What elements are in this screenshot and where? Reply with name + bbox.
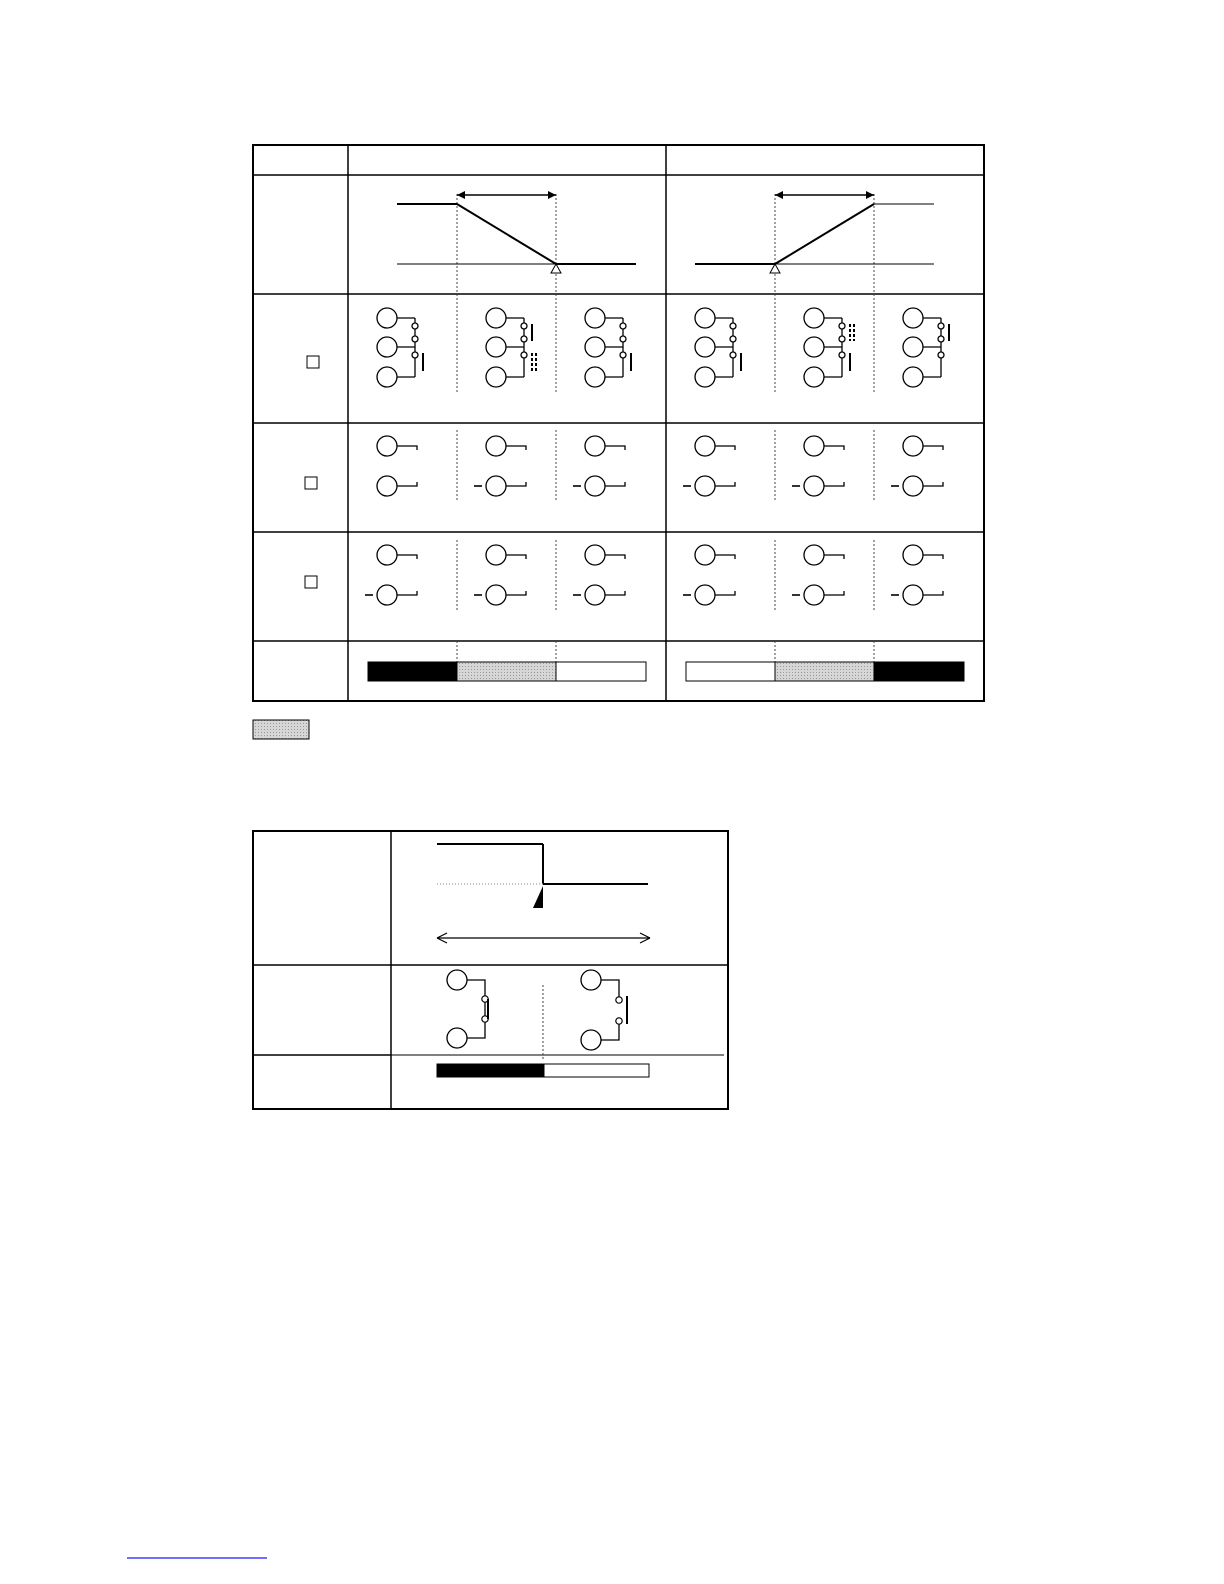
right-ramp-diagram xyxy=(695,191,934,273)
legend-swatch xyxy=(253,720,309,739)
three-terminal-switch-row xyxy=(377,308,949,387)
row-checkbox xyxy=(305,477,317,489)
terminal-pair xyxy=(792,436,844,496)
left-ramp-diagram xyxy=(397,191,636,273)
terminal-pair xyxy=(474,545,526,605)
terminal-pair xyxy=(573,545,625,605)
lower-table xyxy=(253,831,728,1109)
terminal-pair xyxy=(683,436,735,496)
terminal-pair xyxy=(474,436,526,496)
terminal-pair xyxy=(891,545,943,605)
two-terminal-row-a xyxy=(377,436,943,496)
switch-diagram xyxy=(377,308,423,387)
triangle-marker xyxy=(551,264,561,273)
switch-diagram xyxy=(903,308,949,387)
two-terminal-row-b xyxy=(365,545,943,605)
switch-diagram xyxy=(486,308,536,387)
switch-diagram xyxy=(695,308,741,387)
terminal-pair xyxy=(573,436,625,496)
switch-diagram xyxy=(804,308,854,387)
terminal-pair xyxy=(365,545,417,605)
upper-table xyxy=(253,145,984,701)
row-checkbox xyxy=(305,576,317,588)
triangle-marker xyxy=(770,264,780,273)
terminal-pair xyxy=(683,545,735,605)
triangle-marker xyxy=(533,886,543,908)
terminal-pair xyxy=(891,436,943,496)
switch-diagram xyxy=(585,308,631,387)
terminal-pair xyxy=(377,436,417,496)
row-checkbox xyxy=(307,356,319,368)
terminal-pair xyxy=(792,545,844,605)
